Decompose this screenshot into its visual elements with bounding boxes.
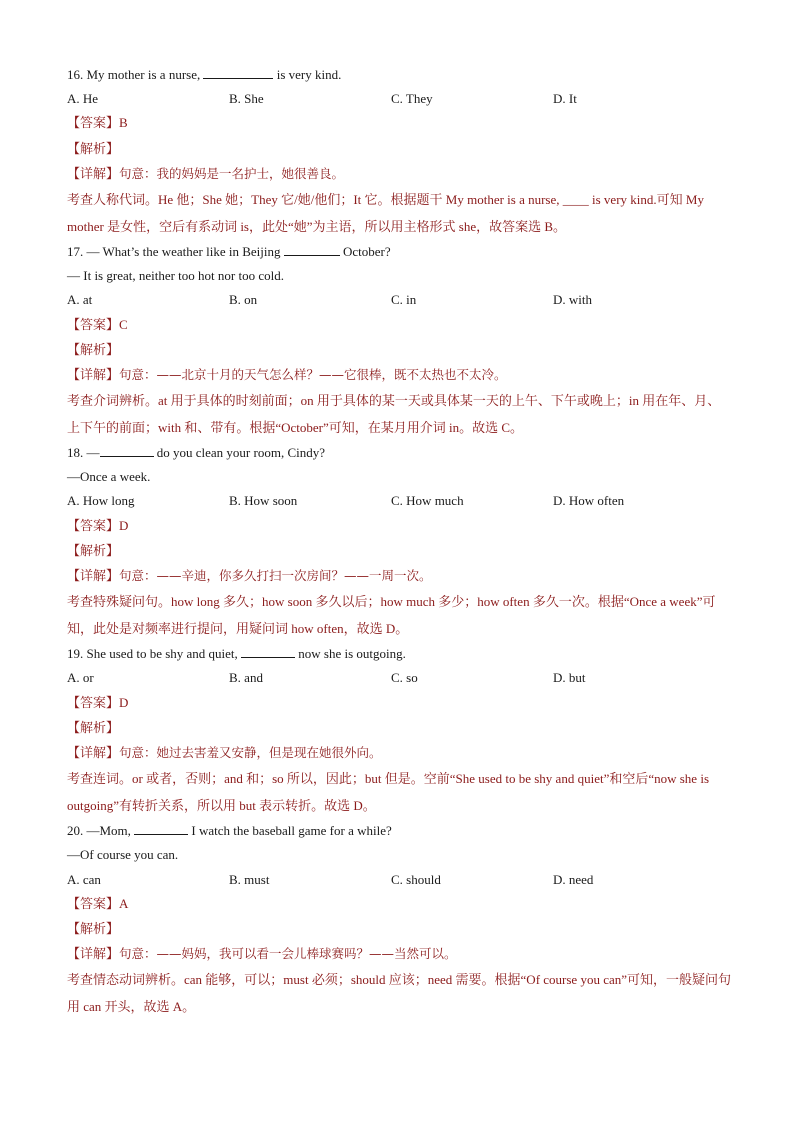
- stem-text: now she is outgoing.: [295, 646, 406, 662]
- answer-blank: [100, 444, 154, 457]
- question-block: [67, 444, 731, 642]
- answer-section: [67, 695, 731, 820]
- analysis-label: 【解析】: [67, 543, 120, 559]
- option-b: B. and: [229, 670, 263, 686]
- option-row: [67, 493, 731, 509]
- detail-label: 【详解】: [67, 367, 120, 383]
- analysis-label: 【解析】: [67, 720, 120, 736]
- explanation-text: 考查情态动词辨析。can 能够，可以；must 必须；should 应该；need 需要。根据“Of course you can”可知，一般疑问句用 can 开头，故选 A。: [67, 972, 732, 1015]
- stem-text: 18. —: [67, 445, 100, 461]
- answer-label: 【答案】: [67, 116, 120, 132]
- answer-blank: [203, 66, 273, 79]
- answer-value: B: [119, 115, 128, 131]
- detail-label: 【详解】: [67, 569, 120, 584]
- question-stem: [67, 444, 731, 461]
- answer-section: [67, 518, 731, 643]
- analysis-label: 【解析】: [67, 141, 120, 157]
- question-stem: [67, 822, 731, 839]
- answer-line: [67, 115, 731, 132]
- option-b: B. She: [229, 91, 264, 107]
- answer-section: [67, 317, 731, 442]
- option-b: B. How soon: [229, 493, 298, 509]
- option-c: C. so: [391, 670, 418, 686]
- answer-line: [67, 896, 731, 913]
- analysis-line: [67, 141, 731, 158]
- explanation-text: 考查介词辨析。at 用于具体的时刻前面；on 用于具体的某一天或具体某一天的上午、下午或晚上；in 用在年、月、上下午的前面；with 和、带有。根据“October”可知，在某月用介词 in。故选 C。: [67, 393, 721, 436]
- analysis-label: 【解析】: [67, 342, 120, 358]
- detail-text: 句意：——北京十月的天气怎么样？——它很棒，既不太热也不太冷。: [119, 366, 507, 382]
- analysis-line: [67, 543, 731, 560]
- detail-text: 句意：她过去害羞又安静，但是现在她很外向。: [119, 744, 382, 760]
- stem-text: do you clean your room, Cindy?: [153, 445, 325, 461]
- answer-value: D: [119, 694, 129, 710]
- question-block: [67, 822, 731, 1020]
- detail-line: [67, 367, 731, 384]
- answer-value: D: [119, 517, 129, 533]
- question-block: [67, 66, 731, 240]
- explanation-text: 考查人称代词。He 他；She 她；They 它/她/他们；It 它。根据题干 My mother is a nurse, ____ is very kind.可知 My mother 是女性，空后有系动词 is，此处“她”为主语，所以用主格形式 she，故答案选 B。: [67, 191, 704, 234]
- detail-line: [67, 166, 731, 183]
- detail-line: [67, 568, 731, 585]
- explanation-text: 考查连词。or 或者，否则；and 和；so 所以，因此；but 但是。空前“She used to be shy and quiet”和空后“now she is outgoing”有转折关系，所以用 but 表示转折。故选 D。: [67, 771, 710, 814]
- explanation-text: 考查特殊疑问句。how long 多久；how soon 多久以后；how much 多少；how often 多久一次。根据“Once a week”可知，此处是对频率进行提问，用疑问词 how often，故选 D。: [67, 594, 716, 637]
- answer-label: 【答案】: [67, 518, 120, 534]
- stem-text: is very kind.: [273, 67, 342, 82]
- answer-line: [67, 317, 731, 334]
- question-block: [67, 243, 731, 441]
- question-stem: [67, 243, 731, 260]
- option-b: B. on: [229, 292, 258, 308]
- answer-value: C: [119, 316, 128, 332]
- detail-line: [67, 745, 731, 762]
- question-stem: [67, 645, 731, 662]
- answer-blank: [134, 822, 188, 835]
- option-d: D. need: [553, 871, 594, 887]
- stem-text: 19. She used to be shy and quiet,: [67, 646, 242, 662]
- option-a: A. at: [67, 292, 93, 308]
- option-a: A. He: [67, 91, 99, 107]
- detail-text: 句意：——辛迪，你多久打扫一次房间？——一周一次。: [119, 568, 432, 583]
- answer-section: [67, 115, 731, 240]
- dialogue-reply: — It is great, neither too hot nor too cold.: [67, 268, 284, 284]
- stem-text: 16. My mother is a nurse,: [67, 67, 204, 82]
- answer-label: 【答案】: [67, 896, 120, 912]
- option-c: C. in: [391, 292, 417, 308]
- stem-text: 17. — What’s the weather like in Beijing: [67, 243, 284, 259]
- answer-label: 【答案】: [67, 695, 120, 711]
- answer-line: [67, 695, 731, 712]
- stem-text: 20. —Mom,: [67, 823, 135, 839]
- analysis-label: 【解析】: [67, 921, 120, 937]
- option-d: D. with: [553, 292, 592, 308]
- answer-section: [67, 896, 731, 1021]
- dialogue-reply: —Once a week.: [67, 469, 151, 485]
- detail-line: [67, 946, 731, 963]
- option-d: D. It: [553, 91, 577, 107]
- detail-label: 【详解】: [67, 745, 120, 761]
- analysis-line: [67, 342, 731, 359]
- option-d: D. but: [553, 670, 586, 686]
- answer-blank: [241, 645, 295, 658]
- question-stem: [67, 66, 731, 83]
- option-c: C. They: [391, 91, 433, 107]
- analysis-line: [67, 921, 731, 938]
- question-list: [67, 66, 731, 1023]
- option-d: D. How often: [553, 493, 625, 509]
- detail-text: 句意：我的妈妈是一名护士，她很善良。: [119, 165, 345, 181]
- stem-text: I watch the baseball game for a while?: [188, 823, 392, 839]
- option-a: A. or: [67, 670, 94, 686]
- detail-text: 句意：——妈妈，我可以看一会儿棒球赛吗？——当然可以。: [119, 946, 457, 962]
- question-block: [67, 645, 731, 819]
- answer-line: [67, 518, 731, 535]
- option-row: [67, 872, 731, 888]
- analysis-line: [67, 720, 731, 737]
- detail-label: 【详解】: [67, 947, 120, 963]
- option-a: A. can: [67, 871, 101, 887]
- answer-blank: [284, 243, 340, 256]
- option-a: A. How long: [67, 493, 135, 509]
- stem-text: October?: [339, 243, 391, 259]
- option-row: [67, 670, 731, 686]
- answer-label: 【答案】: [67, 317, 120, 333]
- detail-label: 【详解】: [67, 166, 120, 182]
- option-row: [67, 91, 731, 107]
- dialogue-reply: —Of course you can.: [67, 847, 179, 863]
- option-b: B. must: [229, 871, 270, 887]
- option-c: C. How much: [391, 493, 464, 509]
- answer-value: A: [119, 895, 129, 911]
- option-row: [67, 292, 731, 308]
- option-c: C. should: [391, 871, 441, 887]
